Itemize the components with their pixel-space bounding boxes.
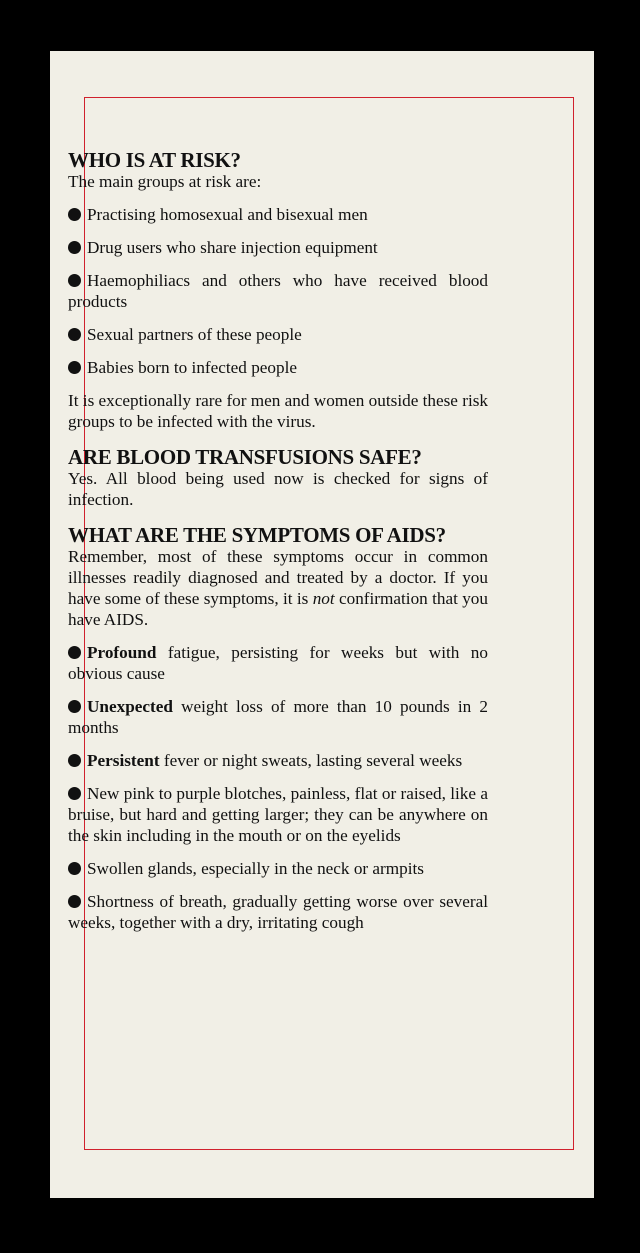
heading-symptoms: WHAT ARE THE SYMPTOMS OF AIDS? — [68, 523, 446, 547]
symptom-item: Persistent fever or night sweats, lasting several weeks — [68, 750, 488, 771]
bullet-icon — [68, 361, 81, 374]
symptoms-intro: Remember, most of these symptoms occur in common illnesses readily diagnosed and treated by a doctor. If you have some of these symptoms, it is not confirmation that you have AIDS. — [68, 547, 488, 629]
symptom-item: Profound fatigue, persisting for weeks but with no obvious cause — [68, 643, 488, 683]
bullet-icon — [68, 646, 81, 659]
bullet-icon — [68, 787, 81, 800]
transfusion-text: Yes. All blood being used now is checked for signs of infection. — [68, 469, 488, 509]
symptom-item: New pink to purple blotches, painless, flat or raised, like a bruise, but hard and getting larger; they can be anywhere on the skin including in the mouth or on the eyelids — [68, 784, 488, 845]
risk-item: Haemophiliacs and others who have received blood products — [68, 271, 488, 311]
risk-item: Drug users who share injection equipment — [68, 237, 488, 258]
bullet-icon — [68, 754, 81, 767]
risk-item: Sexual partners of these people — [68, 324, 488, 345]
risk-item: Babies born to infected people — [68, 357, 488, 378]
section-who-is-at-risk — [68, 149, 488, 432]
section-blood-transfusions — [68, 446, 488, 510]
risk-intro: The main groups at risk are: — [68, 172, 262, 191]
bullet-icon — [68, 895, 81, 908]
bullet-icon — [68, 862, 81, 875]
leaflet-content — [68, 97, 488, 933]
symptom-item: Unexpected weight loss of more than 10 pounds in 2 months — [68, 697, 488, 737]
heading-blood-transfusions: ARE BLOOD TRANSFUSIONS SAFE? — [68, 445, 422, 469]
bullet-icon — [68, 700, 81, 713]
symptom-item: Swollen glands, especially in the neck or armpits — [68, 858, 488, 879]
section-symptoms — [68, 524, 488, 933]
heading-who-is-at-risk: WHO IS AT RISK? — [68, 148, 241, 172]
bullet-icon — [68, 274, 81, 287]
risk-item: Practising homosexual and bisexual men — [68, 204, 488, 225]
bullet-icon — [68, 208, 81, 221]
symptom-item: Shortness of breath, gradually getting worse over several weeks, together with a dry, irritating cough — [68, 892, 488, 932]
risk-outro: It is exceptionally rare for men and women outside these risk groups to be infected with the virus. — [68, 391, 489, 431]
bullet-icon — [68, 241, 81, 254]
bullet-icon — [68, 328, 81, 341]
